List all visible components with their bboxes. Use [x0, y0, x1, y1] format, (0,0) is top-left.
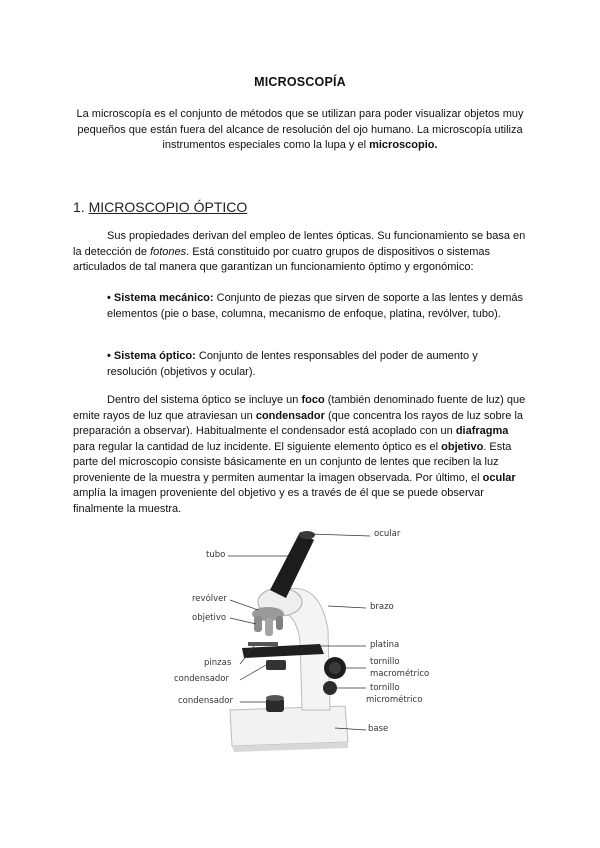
label-tornillo-macro-2: macrométrico	[370, 669, 430, 679]
bullet-mechanical	[107, 291, 527, 322]
section-number: 1.	[73, 199, 89, 215]
label-condensador-1: condensador	[174, 674, 230, 684]
bullet1-bold: • Sistema mecánico:	[107, 292, 214, 304]
para2-t2: (también denominado fuente de luz) que emite rayos de luz que atraviesan un	[73, 394, 526, 422]
page-title: MICROSCOPÍA	[254, 75, 346, 89]
para2-t5: . Esta parte del microscopio consiste básicamente en un conjunto de lentes que reciben la luz proveniente de la muestra y permiten aumentar la imagen observada. Por último, el	[73, 440, 512, 484]
bullet2-bold: • Sistema óptico:	[107, 350, 196, 362]
label-revolver: revólver	[192, 594, 227, 604]
label-brazo: brazo	[370, 602, 394, 612]
section-paragraph-2	[73, 393, 533, 517]
para2-b3: diafragma	[455, 425, 509, 437]
intro-paragraph	[68, 107, 532, 154]
label-base: base	[368, 724, 389, 734]
label-tornillo-macro-1: tornillo	[370, 657, 400, 667]
label-objetivo: objetivo	[192, 613, 227, 623]
para2-b4: objetivo	[441, 440, 484, 453]
label-tornillo-micro-2: micrométrico	[366, 695, 423, 705]
para2-t1: Dentro del sistema óptico se incluye un	[107, 394, 302, 406]
label-ocular: ocular	[374, 529, 401, 539]
microscope-figure	[170, 520, 430, 760]
para2-t4: para regular la cantidad de luz incidente. El siguiente elemento óptico es el	[73, 440, 442, 453]
intro-bold: microscopio.	[369, 139, 438, 151]
para2-t6: amplía la imagen proveniente del objetivo y es a través de él que se puede observar finalmente la muestra.	[73, 487, 484, 515]
para2-b1: foco	[301, 394, 325, 406]
para2-t3: (que concentra los rayos de luz sobre la preparación a observar). Habitualmente el condensador está acoplado con un	[73, 409, 524, 437]
para2-b5: ocular	[482, 471, 516, 484]
intro-text: La microscopía es el conjunto de métodos que se utilizan para poder visualizar objetos muy pequeños que están fuera del alcance de resolución del ojo humano. La microscopía utiliza instrumentos especiales como la lupa y el	[76, 108, 524, 151]
section-title: MICROSCOPIO ÓPTICO	[88, 199, 248, 215]
section-paragraph-1	[73, 229, 533, 276]
label-tubo: tubo	[206, 550, 226, 560]
label-condensador-2: condensador	[178, 696, 234, 706]
label-tornillo-micro-1: tornillo	[370, 683, 400, 693]
label-pinzas: pinzas	[204, 658, 232, 668]
para1-text-b: . Está constituido por cuatro grupos de dispositivos o sistemas articulados de tal manera que garantizan un funcionamiento óptimo y ergonómico:	[73, 245, 491, 273]
label-platina: platina	[370, 640, 400, 650]
para1-text-a: Sus propiedades derivan del empleo de lentes ópticas. Su funcionamiento se basa en la detección de	[73, 230, 526, 258]
bullet-optical	[107, 349, 527, 380]
para2-b2: condensador	[255, 409, 325, 422]
section-heading	[73, 199, 247, 215]
para1-italic: fotones	[150, 245, 187, 258]
bullet2-text: Conjunto de lentes responsables del poder de aumento y resolución (objetivos y ocular).	[107, 350, 478, 378]
bullet1-text: Conjunto de piezas que sirven de soporte a las lentes y demás elementos (pie o base, columna, mecanismo de enfoque, platina, revólver, tubo).	[107, 292, 523, 320]
